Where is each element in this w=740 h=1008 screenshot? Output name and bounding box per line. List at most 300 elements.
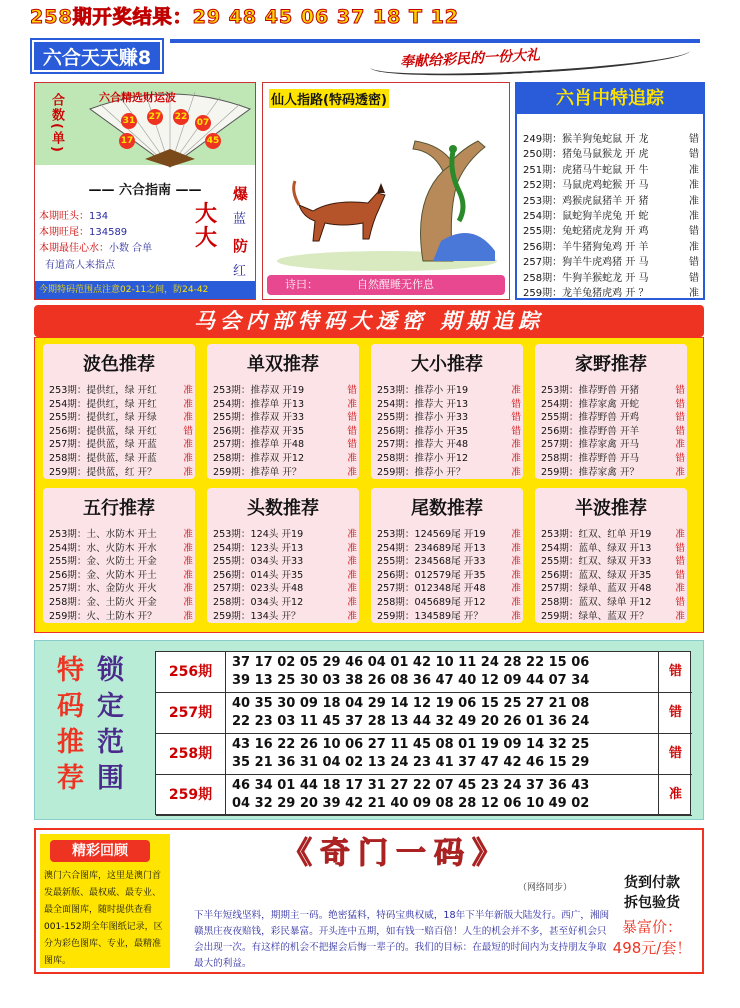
dog-snake-illustration bbox=[273, 111, 501, 271]
zodiac-row bbox=[523, 176, 703, 191]
guide-key: 本期旺尾： bbox=[39, 227, 89, 238]
card-result: 错 bbox=[347, 412, 357, 424]
card-row bbox=[213, 409, 357, 423]
card-result: 错 bbox=[675, 556, 685, 568]
card-open: 开19 bbox=[463, 529, 486, 540]
card-row bbox=[541, 594, 685, 608]
card-row bbox=[377, 464, 521, 478]
lock-char: 定 bbox=[97, 691, 124, 722]
card-row bbox=[49, 580, 193, 594]
guide-line-4 bbox=[45, 256, 115, 271]
ball-5: 17 bbox=[119, 133, 135, 149]
card-row bbox=[213, 423, 357, 437]
card-pick: 255期：推荐双 bbox=[213, 412, 280, 424]
card-result: 准 bbox=[347, 569, 357, 581]
card-row bbox=[377, 594, 521, 608]
card-result: 准 bbox=[511, 542, 521, 554]
lock-numbers-line: 22 23 03 11 45 37 28 13 44 32 49 20 26 01 36 24 bbox=[232, 714, 590, 729]
review-title: 精彩回顾 bbox=[50, 840, 150, 862]
guide-line-2 bbox=[39, 223, 127, 238]
card-pick: 253期：推荐野兽 bbox=[541, 385, 617, 396]
card-pick: 253期：124头 bbox=[213, 529, 279, 540]
card-pick: 258期：提供蓝，绿 bbox=[49, 453, 135, 464]
card-pick: 258期：045689尾 bbox=[377, 597, 461, 608]
recommend-card bbox=[43, 488, 195, 623]
zodiac-result: 错 bbox=[689, 257, 699, 269]
ball-2: 27 bbox=[147, 109, 163, 125]
cod-label: 货到付款 bbox=[624, 875, 680, 891]
card-result: 准 bbox=[183, 542, 193, 554]
card-result: 准 bbox=[675, 529, 685, 540]
card-pick: 258期：推荐野兽 bbox=[541, 453, 617, 464]
card-pick: 256期：蓝双、绿双 bbox=[541, 569, 627, 581]
picture-title: 仙人指路(特码透密) bbox=[269, 89, 389, 108]
lock-char: 荐 bbox=[57, 763, 84, 794]
zodiac-picks: 鼠蛇狗羊虎兔 bbox=[562, 211, 623, 222]
bao-char: 蓝 bbox=[233, 212, 247, 227]
zodiac-row bbox=[523, 284, 703, 299]
lock-numbers bbox=[232, 777, 589, 813]
zodiac-row bbox=[523, 222, 703, 237]
card-result: 准 bbox=[347, 529, 357, 540]
zodiac-open: 开 马 bbox=[625, 180, 649, 192]
lock-row bbox=[156, 652, 692, 693]
card-open: 开？ bbox=[281, 610, 301, 622]
card-pick: 258期：推荐小 bbox=[377, 453, 444, 464]
zodiac-open: 开 马 bbox=[625, 272, 649, 284]
zodiac-row bbox=[523, 207, 703, 222]
lock-numbers bbox=[232, 695, 589, 731]
card-row bbox=[213, 553, 357, 567]
ball-4: 07 bbox=[195, 115, 211, 131]
card-open: 开13 bbox=[282, 398, 305, 410]
lock-range-panel bbox=[34, 640, 704, 820]
ball-1: 31 bbox=[121, 113, 137, 129]
zodiac-period: 252期： bbox=[523, 180, 563, 192]
lock-row bbox=[156, 693, 692, 734]
card-row bbox=[213, 450, 357, 464]
card-row bbox=[377, 396, 521, 410]
card-open: 开35 bbox=[463, 569, 486, 581]
fan-header bbox=[35, 83, 255, 165]
lock-char: 锁 bbox=[97, 655, 124, 686]
card-open: 开红 bbox=[137, 398, 157, 410]
card-open: 开？ bbox=[137, 610, 157, 622]
zodiac-open: 开 羊 bbox=[625, 241, 649, 253]
zodiac-row bbox=[523, 192, 703, 207]
card-result: 准 bbox=[347, 556, 357, 568]
card-open: 开红 bbox=[137, 425, 157, 437]
card-row bbox=[541, 526, 685, 540]
brand-label: 六合天天赚8 bbox=[32, 40, 162, 72]
card-row bbox=[541, 580, 685, 594]
card-row bbox=[213, 594, 357, 608]
zodiac-result: 准 bbox=[689, 180, 699, 192]
card-result: 准 bbox=[183, 610, 193, 622]
recommend-card bbox=[371, 488, 523, 623]
card-open: 开？ bbox=[137, 466, 157, 478]
card-open: 开48 bbox=[446, 439, 469, 451]
lock-period: 259期 bbox=[156, 775, 226, 815]
card-row bbox=[49, 409, 193, 423]
card-open: 开金 bbox=[137, 556, 157, 568]
bao-column bbox=[233, 181, 253, 285]
poem-bar bbox=[267, 275, 505, 295]
card-result: 错 bbox=[675, 412, 685, 424]
card-result: 准 bbox=[511, 453, 521, 464]
guide-value: 有道高人来指点 bbox=[45, 260, 115, 271]
ball-3: 22 bbox=[173, 109, 189, 125]
card-open: 开48 bbox=[281, 583, 304, 595]
card-open: 开19 bbox=[446, 385, 469, 396]
card-pick: 259期：火、土防木 bbox=[49, 610, 135, 622]
card-open: 开35 bbox=[629, 569, 652, 581]
poem-text: 自然醒睡无作息 bbox=[357, 278, 434, 291]
card-title: 家野推荐 bbox=[575, 354, 647, 375]
zodiac-picks: 虎猪马牛蛇鼠 bbox=[562, 164, 623, 176]
lock-char: 特 bbox=[57, 655, 84, 686]
lock-char: 围 bbox=[97, 763, 124, 794]
card-row bbox=[377, 580, 521, 594]
card-result: 错 bbox=[347, 385, 357, 396]
card-open: 开48 bbox=[463, 583, 486, 595]
card-pick: 254期：推荐家禽 bbox=[541, 398, 617, 410]
card-result: 错 bbox=[511, 425, 521, 437]
zodiac-row bbox=[523, 269, 703, 284]
card-pick: 255期：推荐小 bbox=[377, 412, 444, 424]
card-row bbox=[213, 608, 357, 622]
da-glyph: 大大 bbox=[195, 202, 218, 251]
zodiac-period: 256期： bbox=[523, 241, 563, 253]
card-pick: 259期：推荐家禽 bbox=[541, 466, 617, 478]
card-result: 准 bbox=[511, 569, 521, 581]
card-pick: 256期：012579尾 bbox=[377, 569, 461, 581]
card-open: 开绿 bbox=[137, 412, 157, 424]
card-pick: 255期：金、火防土 bbox=[49, 556, 135, 568]
card-result: 错 bbox=[675, 597, 685, 608]
card-open: 开？ bbox=[282, 466, 302, 478]
poem-label: 诗曰： bbox=[285, 278, 318, 291]
card-result: 准 bbox=[675, 610, 685, 622]
card-pick: 253期：提供红，绿 bbox=[49, 385, 135, 396]
zodiac-open: 开 猪 bbox=[625, 195, 649, 207]
network-sync: （网络同步） bbox=[518, 883, 573, 893]
qimen-banner bbox=[176, 836, 616, 872]
card-open: 开红 bbox=[137, 385, 157, 396]
card-open: 开19 bbox=[281, 529, 304, 540]
guide-title-text: 六合指南 bbox=[118, 183, 171, 198]
lock-result: 准 bbox=[658, 775, 692, 815]
card-row bbox=[541, 464, 685, 478]
lock-left-col bbox=[57, 653, 84, 797]
card-open: 开35 bbox=[282, 425, 305, 437]
card-pick: 254期：推荐单 bbox=[213, 398, 280, 410]
zodiac-result: 错 bbox=[689, 272, 699, 284]
card-open: 开蛇 bbox=[619, 398, 640, 410]
lock-numbers bbox=[232, 654, 589, 690]
review-text: 澳门六合图库，这里是澳门首发最新版、最权威、最专业、最全面图库，随时提供查看001-152期全年图纸记录，区分为彩色图库、专业，最精准图库。 bbox=[44, 871, 163, 966]
lock-numbers-line: 46 34 01 44 18 17 31 27 22 07 45 23 24 37 36 43 bbox=[232, 778, 590, 793]
guide-title: —— 六合指南 —— bbox=[88, 183, 202, 198]
card-row bbox=[213, 567, 357, 581]
card-pick: 259期：推荐单 bbox=[213, 466, 280, 478]
inspect-label: 拆包验货 bbox=[624, 895, 680, 911]
card-pick: 257期：012348尾 bbox=[377, 583, 461, 595]
card-open: 开35 bbox=[281, 569, 304, 581]
zodiac-open: 开 马 bbox=[625, 257, 649, 269]
card-title: 半波推荐 bbox=[575, 498, 647, 519]
card-result: 准 bbox=[183, 569, 193, 581]
card-result: 错 bbox=[675, 569, 685, 581]
card-result: 准 bbox=[347, 542, 357, 554]
card-row bbox=[377, 567, 521, 581]
recommend-card bbox=[371, 344, 523, 479]
card-open: 开土 bbox=[137, 569, 157, 581]
card-result: 准 bbox=[183, 439, 193, 451]
card-pick: 256期：014头 bbox=[213, 569, 279, 581]
zodiac-picks: 兔蛇猪虎龙狗 bbox=[562, 226, 623, 238]
zodiac-picks: 猪兔马鼠猴龙 bbox=[562, 149, 623, 161]
card-result: 错 bbox=[511, 412, 521, 424]
card-row bbox=[541, 409, 685, 423]
card-pick: 258期：蓝双、绿单 bbox=[541, 597, 627, 608]
price-box bbox=[604, 872, 700, 972]
card-pick: 256期：推荐小 bbox=[377, 425, 444, 437]
zodiac-open: 开 鸡 bbox=[625, 226, 649, 238]
card-title: 单双推荐 bbox=[247, 354, 319, 375]
card-result: 错 bbox=[347, 439, 357, 451]
card-row bbox=[377, 450, 521, 464]
ball-6: 45 bbox=[205, 133, 221, 149]
guide-value: 134 bbox=[89, 211, 109, 222]
card-title: 尾数推荐 bbox=[411, 498, 483, 519]
zodiac-row bbox=[523, 145, 703, 160]
card-pick: 257期：推荐家禽 bbox=[541, 439, 617, 451]
card-open: 开？ bbox=[629, 610, 649, 622]
card-open: 开？ bbox=[619, 466, 640, 478]
card-row bbox=[49, 436, 193, 450]
guide-line-1 bbox=[39, 207, 108, 222]
card-open: 开12 bbox=[446, 453, 469, 464]
lock-table bbox=[155, 651, 691, 815]
card-result: 准 bbox=[511, 583, 521, 595]
lock-row bbox=[156, 734, 692, 775]
card-row bbox=[49, 382, 193, 396]
zodiac-period: 255期： bbox=[523, 226, 563, 238]
main-banner-title: 马会内部特码大透密 期期追踪 bbox=[193, 309, 545, 333]
zodiac-period: 254期： bbox=[523, 211, 563, 222]
card-pick: 254期：推荐大 bbox=[377, 398, 444, 410]
card-open: 开33 bbox=[282, 412, 305, 424]
card-result: 准 bbox=[347, 597, 357, 608]
card-open: 开火 bbox=[137, 583, 157, 595]
lock-numbers-line: 40 35 30 09 18 04 29 14 12 19 06 15 25 27 21 08 bbox=[232, 696, 590, 711]
card-result: 准 bbox=[511, 529, 521, 540]
lock-result: 错 bbox=[658, 693, 692, 733]
zodiac-result: 准 bbox=[689, 241, 699, 253]
card-open: 开？ bbox=[463, 610, 483, 622]
bottom-ad bbox=[34, 828, 704, 974]
zodiac-period: 258期： bbox=[523, 272, 563, 284]
lock-numbers-line: 39 13 25 30 03 38 26 08 36 47 40 12 09 44 07 34 bbox=[232, 673, 590, 688]
bao-char: 爆 bbox=[233, 185, 249, 203]
zodiac-period: 249期： bbox=[523, 134, 563, 145]
card-result: 错 bbox=[183, 425, 193, 437]
card-open: 开33 bbox=[281, 556, 304, 568]
zodiac-picks: 马鼠虎鸡蛇猴 bbox=[562, 180, 623, 192]
card-pick: 259期：134头 bbox=[213, 610, 279, 622]
lock-numbers-line: 37 17 02 05 29 46 04 01 42 10 11 24 28 22 15 06 bbox=[232, 655, 590, 670]
card-result: 准 bbox=[183, 412, 193, 424]
zodiac-period: 257期： bbox=[523, 257, 563, 269]
card-row bbox=[49, 540, 193, 554]
six-zodiac-title: 六肖中特追踪 bbox=[517, 84, 703, 114]
draw-result-title: 258期开奖结果：29 48 45 06 37 18 T 12 bbox=[30, 6, 460, 28]
card-open: 开19 bbox=[629, 529, 652, 540]
lock-result: 错 bbox=[658, 734, 692, 774]
card-open: 开蓝 bbox=[137, 453, 157, 464]
zodiac-picks: 牛狗羊猴蛇龙 bbox=[562, 272, 623, 284]
card-result: 准 bbox=[347, 398, 357, 410]
card-row bbox=[213, 436, 357, 450]
card-result: 准 bbox=[511, 439, 521, 451]
card-row bbox=[377, 382, 521, 396]
card-pick: 259期：提供蓝，红 bbox=[49, 466, 135, 478]
card-pick: 258期：金、土防火 bbox=[49, 597, 135, 608]
price-label: 暴富价： bbox=[621, 918, 682, 936]
review-box bbox=[40, 834, 170, 968]
card-pick: 255期：推荐野兽 bbox=[541, 412, 617, 424]
recommend-card bbox=[535, 344, 687, 479]
card-open: 开13 bbox=[281, 542, 304, 554]
card-result: 准 bbox=[511, 610, 521, 622]
zodiac-period: 251期： bbox=[523, 164, 563, 176]
card-row bbox=[377, 608, 521, 622]
zodiac-result: 错 bbox=[689, 226, 699, 238]
card-result: 准 bbox=[347, 610, 357, 622]
card-row bbox=[377, 553, 521, 567]
lock-char: 范 bbox=[97, 727, 124, 758]
card-pick: 259期：绿单、蓝双 bbox=[541, 610, 627, 622]
recommend-card bbox=[207, 344, 359, 479]
zodiac-picks: 龙羊兔猪虎鸡 bbox=[562, 288, 623, 299]
six-zodiac-panel bbox=[515, 82, 705, 300]
picture-panel bbox=[262, 82, 510, 300]
zodiac-row bbox=[523, 253, 703, 268]
card-result: 准 bbox=[183, 529, 193, 540]
card-title: 五行推荐 bbox=[83, 498, 155, 519]
card-result: 错 bbox=[675, 385, 685, 396]
card-row bbox=[541, 540, 685, 554]
card-open: 开12 bbox=[281, 597, 304, 608]
card-open: 开水 bbox=[137, 542, 157, 554]
card-pick: 253期：124569尾 bbox=[377, 529, 461, 540]
card-pick: 254期：提供红，绿 bbox=[49, 398, 135, 410]
card-result: 错 bbox=[675, 453, 685, 464]
card-pick: 255期：234568尾 bbox=[377, 556, 461, 568]
card-pick: 253期：红双、红单 bbox=[541, 529, 627, 540]
card-open: 开羊 bbox=[619, 425, 640, 437]
card-result: 准 bbox=[675, 466, 685, 478]
card-result: 准 bbox=[183, 556, 193, 568]
card-row bbox=[49, 526, 193, 540]
recommend-card bbox=[207, 488, 359, 623]
card-result: 准 bbox=[347, 453, 357, 464]
card-row bbox=[213, 580, 357, 594]
zodiac-row bbox=[523, 130, 703, 145]
card-pick: 253期：土、水防木 bbox=[49, 529, 135, 540]
recommend-grid bbox=[34, 337, 704, 633]
card-pick: 256期：推荐野兽 bbox=[541, 425, 617, 437]
card-open: 开33 bbox=[629, 556, 652, 568]
card-result: 准 bbox=[511, 385, 521, 396]
card-open: 开33 bbox=[463, 556, 486, 568]
card-result: 准 bbox=[183, 597, 193, 608]
card-row bbox=[541, 423, 685, 437]
card-pick: 253期：推荐小 bbox=[377, 385, 444, 396]
card-result: 准 bbox=[183, 466, 193, 478]
bao-char: 红 bbox=[233, 264, 247, 279]
guide-line-3 bbox=[39, 239, 152, 254]
card-open: 开13 bbox=[446, 398, 469, 410]
card-row bbox=[213, 396, 357, 410]
card-pick: 255期：提供红，绿 bbox=[49, 412, 135, 424]
lock-result: 错 bbox=[658, 652, 692, 692]
zodiac-row bbox=[523, 161, 703, 176]
card-row bbox=[377, 436, 521, 450]
card-title: 大小推荐 bbox=[411, 354, 483, 375]
guide-value: 小数 合单 bbox=[109, 243, 153, 254]
zodiac-open: 开 虎 bbox=[625, 149, 649, 161]
card-row bbox=[541, 567, 685, 581]
fan-footer: 今期特码范围点注意02-11之间，防24-42 bbox=[35, 281, 255, 299]
card-row bbox=[49, 594, 193, 608]
card-pick: 259期：推荐小 bbox=[377, 466, 444, 478]
zodiac-result: 准 bbox=[689, 211, 699, 222]
zodiac-picks: 猴羊狗兔蛇鼠 bbox=[562, 134, 623, 145]
card-open: 开鸡 bbox=[619, 412, 640, 424]
zodiac-open: 开 ？ bbox=[625, 288, 649, 299]
card-row bbox=[49, 608, 193, 622]
zodiac-picks: 鸡猴虎鼠猪羊 bbox=[562, 195, 623, 207]
card-row bbox=[49, 464, 193, 478]
guide-key: 本期最佳心水： bbox=[39, 243, 109, 254]
zodiac-open: 开 蛇 bbox=[625, 211, 649, 222]
card-open: 开蓝 bbox=[137, 439, 157, 451]
zodiac-result: 准 bbox=[689, 288, 699, 299]
card-row bbox=[541, 608, 685, 622]
lock-period: 257期 bbox=[156, 693, 226, 733]
card-result: 准 bbox=[183, 385, 193, 396]
card-open: 开12 bbox=[463, 597, 486, 608]
lock-right-col bbox=[97, 653, 124, 797]
card-result: 准 bbox=[675, 583, 685, 595]
card-pick: 257期：推荐单 bbox=[213, 439, 280, 451]
card-row bbox=[377, 423, 521, 437]
card-open: 开金 bbox=[137, 597, 157, 608]
price-value: 498元/套！ bbox=[612, 939, 692, 957]
main-banner bbox=[34, 305, 704, 337]
card-open: 开马 bbox=[619, 439, 640, 451]
card-result: 准 bbox=[183, 583, 193, 595]
card-row bbox=[49, 423, 193, 437]
zodiac-row bbox=[523, 238, 703, 253]
card-row bbox=[49, 567, 193, 581]
zodiac-period: 250期： bbox=[523, 149, 563, 161]
card-pick: 257期：水、金防火 bbox=[49, 583, 135, 595]
zodiac-result: 错 bbox=[689, 134, 699, 145]
lock-period: 256期 bbox=[156, 652, 226, 692]
